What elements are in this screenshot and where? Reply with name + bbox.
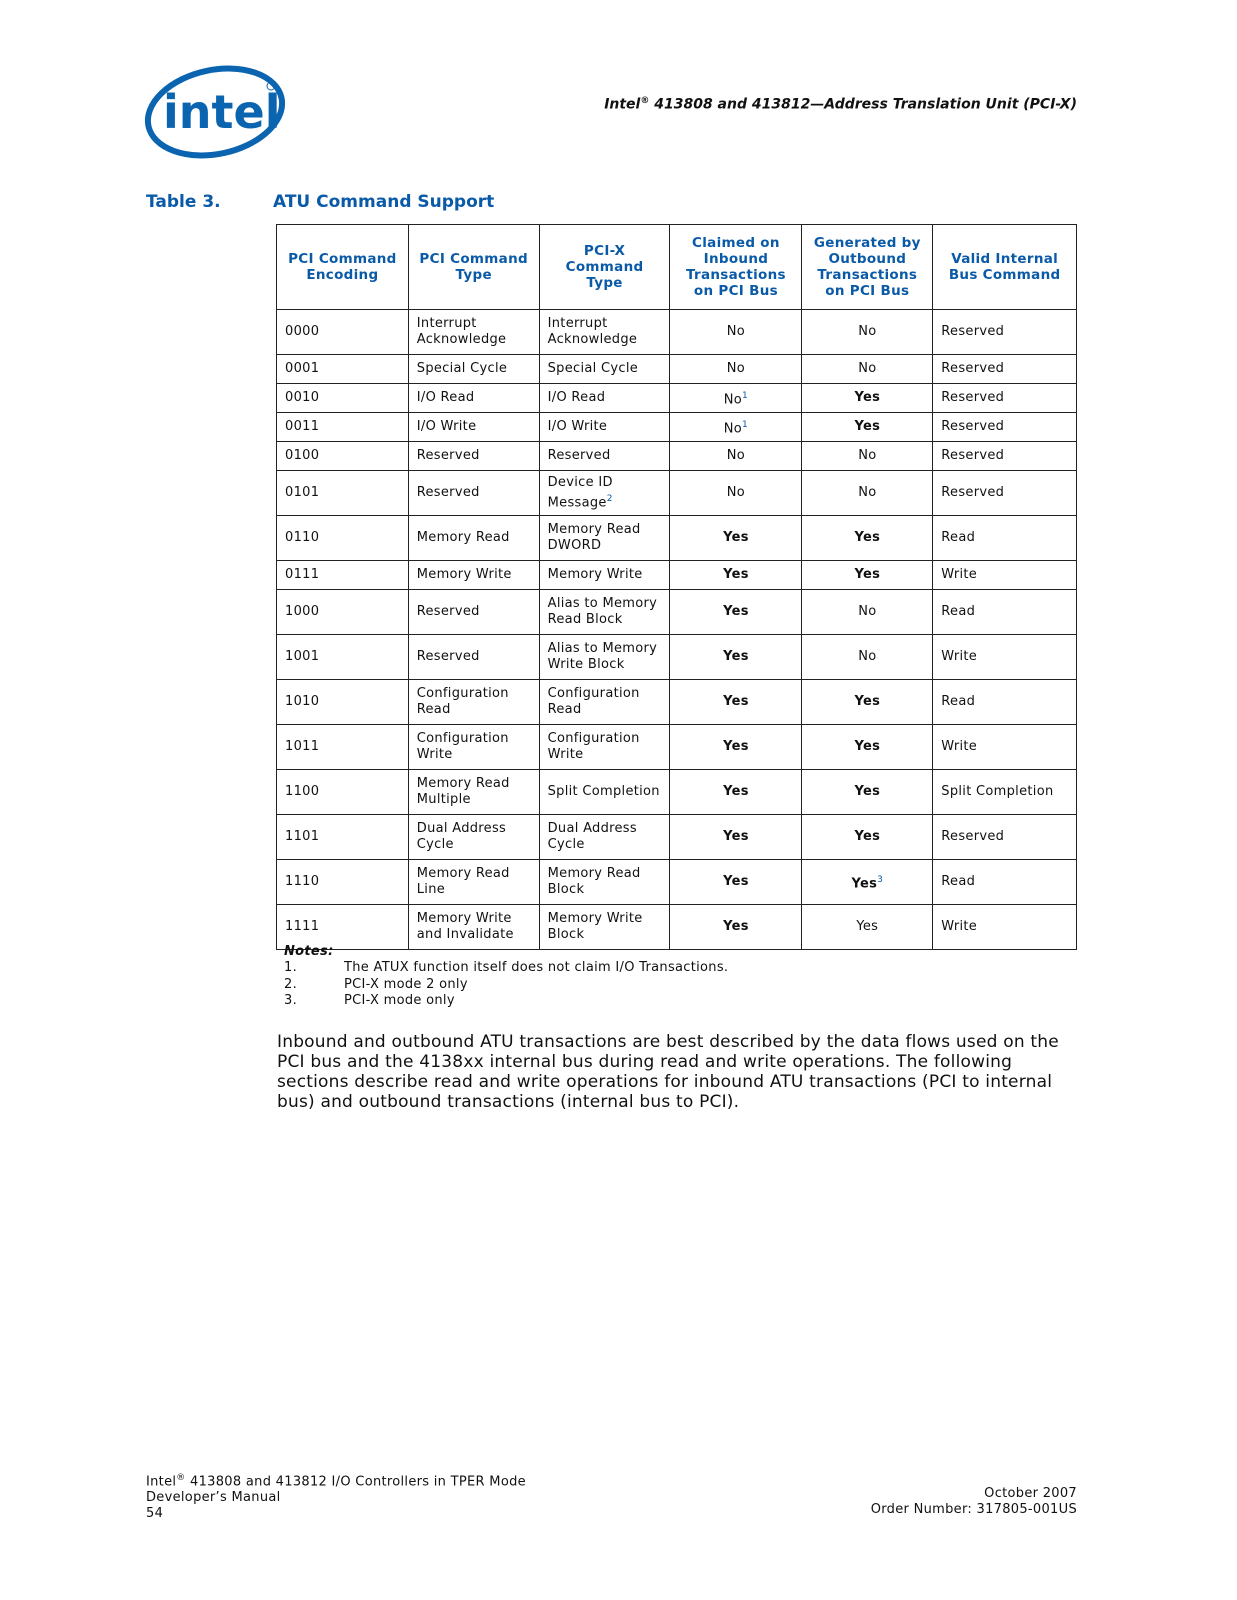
cell-claimed-inbound (670, 590, 802, 635)
cell-line: Write (547, 747, 584, 762)
cell-generated-outbound (802, 471, 933, 516)
cell-claimed-inbound (670, 815, 802, 860)
cell-line: and Invalidate (416, 927, 514, 942)
cell-line: Encoding (306, 267, 379, 283)
cell-line: Outbound (828, 251, 907, 267)
cell-line: I/O Write (547, 419, 608, 434)
cell-claimed-inbound (670, 561, 802, 590)
cell-pci-type (408, 860, 539, 905)
cell-line: Write (416, 747, 453, 762)
cell-pcix-type (539, 725, 670, 770)
cell-line: Yes (723, 649, 749, 664)
cell-generated-outbound (802, 725, 933, 770)
cell-line: Reserved (416, 649, 480, 664)
cell-line: I/O Read (547, 390, 606, 405)
cell-pcix-type (539, 561, 670, 590)
cell-line: Memory Read (416, 866, 510, 881)
cell-pcix-type (539, 815, 670, 860)
table-row (277, 860, 1077, 905)
note-number: 3. (284, 993, 298, 1008)
cell-encoding: 0111 (277, 561, 409, 590)
table-row (277, 516, 1077, 561)
cell-generated-outbound (802, 516, 933, 561)
cell-line: Block (547, 882, 585, 897)
cell-generated-outbound (802, 860, 933, 905)
cell-line: Alias to Memory (547, 596, 658, 611)
cell-line: Memory Write (547, 567, 643, 582)
cell-line: Memory Read (416, 530, 510, 545)
cell-line: Acknowledge (416, 332, 507, 347)
cell-generated-outbound (802, 680, 933, 725)
table-notes (284, 944, 728, 1010)
cell-line: Yes (854, 739, 881, 754)
cell-claimed-inbound (670, 384, 802, 413)
note-number: 2. (284, 976, 298, 992)
cell-line: I/O Write (416, 419, 477, 434)
atu-command-table (276, 224, 1077, 950)
cell-line: Type (455, 267, 492, 283)
cell-line: Yes (723, 784, 749, 799)
cell-generated-outbound (802, 635, 933, 680)
cell-pci-type (408, 590, 539, 635)
cell-pcix-type (539, 680, 670, 725)
cell-line: Bus Command (948, 267, 1061, 283)
cell-pcix-type (539, 590, 670, 635)
column-header (802, 225, 933, 310)
footer-left (146, 1470, 526, 1522)
cell-line: DWORD (547, 538, 602, 553)
running-header: Intel® 413808 and 413812—Address Translation Unit (PCI-X) (604, 96, 1077, 113)
cell-claimed-inbound (670, 635, 802, 680)
cell-line: Yes (851, 876, 878, 892)
cell-line: Memory Read (416, 776, 510, 791)
cell-line: Yes (723, 530, 749, 545)
cell-claimed-inbound (670, 516, 802, 561)
table-row (277, 635, 1077, 680)
footer-manual-type: Developer’s Manual (146, 1490, 281, 1506)
cell-claimed-inbound (670, 905, 802, 950)
cell-generated-outbound (802, 413, 933, 442)
cell-line: Memory Write (416, 911, 512, 926)
cell-internal-command: Read (933, 860, 1077, 905)
footer-date: October 2007 (984, 1486, 1077, 1501)
cell-line: No (858, 361, 877, 376)
body-paragraph: Inbound and outbound ATU transactions are best described by the data flows used on the PCI bus and the 4138xx internal bus during read and write operations. The following sections describe read and write operations for inbound ATU transactions (PCI to internal bus) and outbound transactions (internal bus to PCI). (277, 1032, 1059, 1112)
cell-line: PCI-X (583, 243, 626, 259)
cell-pcix-type (539, 442, 670, 471)
cell-line: Memory Write (547, 911, 643, 926)
table-row (277, 815, 1077, 860)
column-header (408, 225, 539, 310)
cell-line: No (723, 421, 743, 437)
cell-line: Yes (723, 874, 749, 889)
footnote-ref: 3 (877, 874, 884, 885)
cell-line: Valid Internal (951, 251, 1059, 267)
cell-encoding: 1100 (277, 770, 409, 815)
cell-line: Yes (854, 390, 881, 405)
cell-generated-outbound (802, 384, 933, 413)
cell-line: Transactions (817, 267, 918, 283)
cell-line: Transactions (686, 267, 786, 283)
column-header (277, 225, 409, 310)
cell-line: Special Cycle (416, 361, 508, 376)
cell-line: No (726, 485, 746, 500)
cell-claimed-inbound (670, 413, 802, 442)
cell-pci-type (408, 635, 539, 680)
cell-pcix-type (539, 384, 670, 413)
cell-encoding: 1110 (277, 860, 409, 905)
table-row (277, 905, 1077, 950)
cell-line: No (858, 448, 877, 463)
cell-pci-type (408, 384, 539, 413)
cell-generated-outbound (802, 905, 933, 950)
table-row (277, 770, 1077, 815)
cell-pci-type (408, 355, 539, 384)
note-item (284, 960, 728, 977)
cell-line: Alias to Memory (547, 641, 658, 656)
table-row (277, 310, 1077, 355)
cell-pcix-type (539, 310, 670, 355)
cell-line: Cycle (547, 837, 585, 852)
cell-line: on PCI Bus (825, 283, 910, 299)
logo-text: intel (163, 85, 281, 139)
cell-pci-type (408, 413, 539, 442)
cell-pcix-type (539, 516, 670, 561)
cell-encoding: 1001 (277, 635, 409, 680)
cell-encoding: 1101 (277, 815, 409, 860)
table-header-row (277, 225, 1077, 310)
table-row (277, 413, 1077, 442)
cell-line: Yes (854, 419, 881, 434)
cell-generated-outbound (802, 355, 933, 384)
table-row (277, 725, 1077, 770)
cell-line: Yes (723, 829, 749, 844)
cell-encoding: 0000 (277, 310, 409, 355)
cell-internal-command: Write (933, 905, 1077, 950)
cell-pci-type (408, 310, 539, 355)
cell-line: Inbound (703, 251, 769, 267)
cell-line: Reserved (547, 448, 611, 463)
cell-pci-type (408, 680, 539, 725)
column-header (933, 225, 1077, 310)
footer-right (760, 1486, 1077, 1518)
cell-pcix-type (539, 860, 670, 905)
cell-line: Yes (723, 604, 749, 619)
cell-claimed-inbound (670, 310, 802, 355)
cell-encoding: 1111 (277, 905, 409, 950)
cell-line: Cycle (416, 837, 454, 852)
cell-line: No (723, 392, 743, 408)
table-row (277, 590, 1077, 635)
cell-line: Interrupt (416, 316, 477, 331)
cell-line: Read (416, 702, 451, 717)
cell-line: No (858, 604, 877, 619)
table-row (277, 471, 1077, 516)
cell-claimed-inbound (670, 725, 802, 770)
cell-generated-outbound (802, 770, 933, 815)
cell-line: Interrupt (547, 316, 608, 331)
cell-pcix-type (539, 905, 670, 950)
cell-pcix-type (539, 770, 670, 815)
cell-generated-outbound (802, 310, 933, 355)
cell-line: Reserved (416, 485, 480, 500)
table-title: ATU Command Support (273, 192, 495, 212)
cell-line: Block (547, 927, 585, 942)
table-number: Table 3. (146, 192, 221, 212)
cell-line: Type (586, 275, 623, 291)
note-text: The ATUX function itself does not claim I/O Transactions. (344, 960, 729, 975)
table-row (277, 561, 1077, 590)
table-row (277, 355, 1077, 384)
cell-line: Configuration (416, 731, 509, 746)
cell-internal-command: Reserved (933, 413, 1077, 442)
cell-pcix-type (539, 413, 670, 442)
cell-line: Yes (854, 567, 881, 582)
cell-line: Split Completion (547, 784, 660, 799)
cell-encoding: 0011 (277, 413, 409, 442)
cell-line: Command (565, 259, 644, 275)
cell-internal-command: Reserved (933, 384, 1077, 413)
cell-line: PCI Command (419, 251, 528, 267)
cell-line: Reserved (416, 448, 480, 463)
cell-line: No (858, 324, 877, 339)
cell-encoding: 0001 (277, 355, 409, 384)
cell-encoding: 0110 (277, 516, 409, 561)
cell-line: Yes (723, 919, 749, 934)
footer-document-title: Intel® 413808 and 413812 I/O Controllers in TPER Mode (146, 1473, 526, 1490)
cell-pci-type (408, 725, 539, 770)
note-text: PCI-X mode only (344, 993, 455, 1008)
cell-line: Acknowledge (547, 332, 638, 347)
footnote-ref: 1 (742, 390, 749, 401)
cell-line: Message (547, 495, 607, 511)
cell-internal-command: Read (933, 680, 1077, 725)
cell-line: Yes (723, 694, 749, 709)
cell-line: Generated by (813, 235, 921, 251)
footer-order-number: Order Number: 317805-001US (870, 1502, 1077, 1517)
cell-internal-command: Reserved (933, 310, 1077, 355)
cell-line: Yes (854, 829, 881, 844)
cell-internal-command: Reserved (933, 815, 1077, 860)
cell-line: Yes (723, 739, 749, 754)
cell-internal-command: Read (933, 590, 1077, 635)
cell-line: PCI Command (288, 251, 397, 267)
column-header (670, 225, 802, 310)
cell-line: on PCI Bus (693, 283, 778, 299)
cell-claimed-inbound (670, 770, 802, 815)
cell-pcix-type (539, 635, 670, 680)
cell-pci-type (408, 905, 539, 950)
cell-generated-outbound (802, 561, 933, 590)
cell-encoding: 0010 (277, 384, 409, 413)
note-number: 1. (284, 960, 298, 975)
cell-line: Reserved (416, 604, 480, 619)
cell-internal-command: Split Completion (933, 770, 1077, 815)
cell-line: Yes (856, 919, 879, 934)
table-row (277, 384, 1077, 413)
intel-logo (143, 62, 289, 162)
table-row (277, 442, 1077, 471)
cell-encoding: 0100 (277, 442, 409, 471)
note-item (284, 993, 728, 1010)
cell-pci-type (408, 442, 539, 471)
cell-internal-command: Read (933, 516, 1077, 561)
cell-internal-command: Write (933, 561, 1077, 590)
cell-internal-command: Reserved (933, 355, 1077, 384)
cell-pci-type (408, 516, 539, 561)
cell-line: Device ID (547, 474, 613, 490)
cell-pci-type (408, 471, 539, 516)
cell-claimed-inbound (670, 680, 802, 725)
cell-pcix-type (539, 471, 670, 516)
cell-encoding: 1000 (277, 590, 409, 635)
cell-line: Write Block (547, 657, 625, 672)
cell-line: Memory Read (547, 866, 641, 881)
cell-line: Memory Write (416, 567, 512, 582)
cell-claimed-inbound (670, 860, 802, 905)
cell-line: No (726, 324, 746, 339)
cell-line: I/O Read (416, 390, 475, 405)
footnote-ref: 2 (606, 493, 613, 504)
cell-encoding: 1010 (277, 680, 409, 725)
cell-line: Line (416, 882, 446, 897)
cell-encoding: 1011 (277, 725, 409, 770)
cell-claimed-inbound (670, 355, 802, 384)
note-text: PCI-X mode 2 only (344, 976, 468, 992)
cell-line: Read (547, 702, 582, 717)
cell-line: No (858, 485, 877, 500)
cell-line: No (858, 649, 877, 664)
cell-pci-type (408, 770, 539, 815)
cell-line: Multiple (416, 792, 471, 807)
cell-line: Memory Read (547, 522, 641, 537)
cell-pci-type (408, 815, 539, 860)
cell-line: No (726, 448, 746, 463)
cell-line: Configuration (416, 686, 509, 701)
cell-line: Yes (854, 694, 881, 709)
cell-line: Dual Address (547, 821, 637, 836)
cell-line: Yes (723, 567, 749, 582)
cell-line: Claimed on (692, 235, 780, 251)
cell-generated-outbound (802, 442, 933, 471)
table-caption (146, 192, 494, 212)
cell-claimed-inbound (670, 471, 802, 516)
footnote-ref: 1 (742, 419, 749, 430)
cell-line: Special Cycle (547, 361, 639, 376)
cell-line: Read Block (547, 612, 623, 627)
cell-internal-command: Reserved (933, 442, 1077, 471)
note-item (284, 977, 728, 994)
cell-line: Yes (854, 530, 881, 545)
cell-line: Configuration (547, 731, 640, 746)
cell-line: Dual Address (416, 821, 507, 836)
cell-generated-outbound (802, 815, 933, 860)
cell-internal-command: Reserved (933, 471, 1077, 516)
cell-pcix-type (539, 355, 670, 384)
cell-generated-outbound (802, 590, 933, 635)
cell-line: Configuration (547, 686, 640, 701)
cell-pci-type (408, 561, 539, 590)
cell-internal-command: Write (933, 635, 1077, 680)
column-header (539, 225, 670, 310)
cell-encoding: 0101 (277, 471, 409, 516)
notes-heading: Notes: (284, 944, 334, 959)
cell-line: No (726, 361, 746, 376)
cell-line: Yes (854, 784, 881, 799)
cell-internal-command: Write (933, 725, 1077, 770)
table-row (277, 680, 1077, 725)
cell-claimed-inbound (670, 442, 802, 471)
page-number: 54 (146, 1506, 164, 1522)
